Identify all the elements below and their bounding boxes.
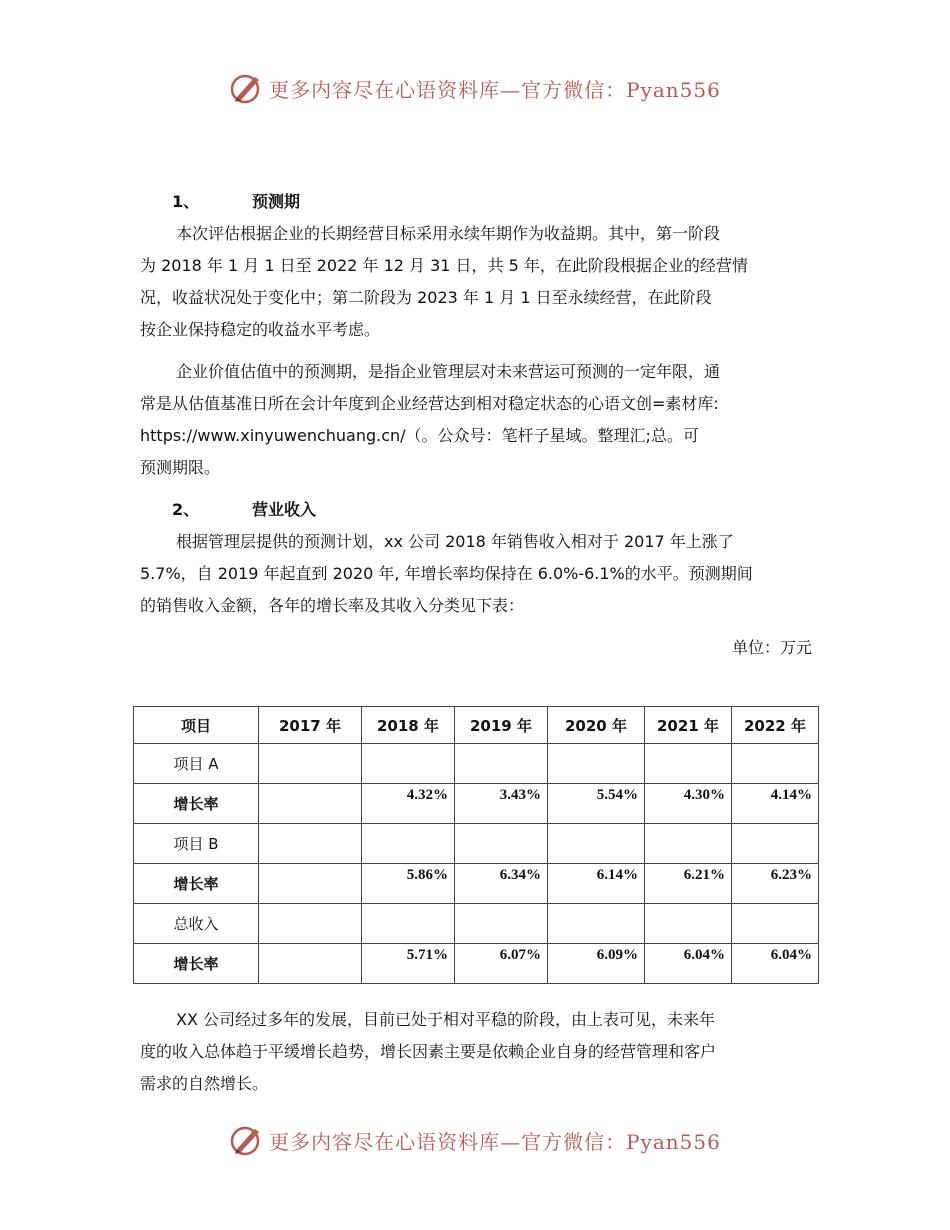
section-2-heading [140,494,820,526]
revenue-table [133,706,819,984]
section-1-paragraph-2 [140,356,820,484]
text-line: 5.7%，自 2019 年起直到 2020 年, 年增长率均保持在 6.0%-6.1%的水平。预测期间 [140,564,753,583]
table-cell: 6.34% [455,864,548,904]
row-label: 总收入 [134,904,259,944]
row-label: 增长率 [134,864,259,904]
table-cell: 5.54% [548,784,645,824]
header-cell: 2022 年 [732,707,819,744]
table-cell [645,904,732,944]
table-cell [259,824,362,864]
banner-text: 更多内容尽在心语资料库—官方微信：Pyan556 [269,77,721,102]
text-line: 度的收入总体趋于平缓增长趋势，增长因素主要是依赖企业自身的经营管理和客户 [140,1042,717,1061]
table-row [134,824,819,864]
row-label: 项目 B [134,824,259,864]
closing-text [140,1004,820,1100]
table-cell: 4.32% [362,784,455,824]
section-2-title: 营业收入 [252,500,317,519]
unit-label: 单位：万元 [731,638,812,657]
table-cell [455,744,548,784]
closing-paragraph [140,1004,820,1110]
table-cell [259,864,362,904]
text-line: 为 2018 年 1 月 1 日至 2022 年 12 月 31 日，共 5 年，在此阶段根据企业的经营情 [140,256,748,275]
table-row [134,744,819,784]
header-cell: 2018 年 [362,707,455,744]
table-cell: 6.23% [732,864,819,904]
row-label: 增长率 [134,784,259,824]
table-cell [259,904,362,944]
header-cell: 2020 年 [548,707,645,744]
section-1-heading [140,186,820,218]
text-line: 本次评估根据企业的长期经营目标采用永续年期作为收益期。其中，第一阶段 [176,224,721,243]
text-line: 况，收益状况处于变化中；第二阶段为 2023 年 1 月 1 日至永续经营，在此阶段 [140,288,712,307]
text-line: 常是从估值基准日所在会计年度到企业经营达到相对稳定状态的心语文创=素材库: [140,394,719,413]
table-cell: 3.43% [455,784,548,824]
table-row [134,944,819,984]
text-line: 需求的自然增长。 [140,1074,269,1093]
text-line: 企业价值估值中的预测期，是指企业管理层对未来营运可预测的一定年限，通 [176,362,721,381]
table-cell [259,744,362,784]
table-cell [362,744,455,784]
pen-logo-icon [229,71,263,105]
table-cell: 4.30% [645,784,732,824]
header-cell: 2017 年 [259,707,362,744]
table-header-row [134,707,819,744]
table-cell [732,824,819,864]
text-line: XX 公司经过多年的发展，目前已处于相对平稳的阶段，由上表可见，未来年 [176,1010,716,1029]
header-cell: 2019 年 [455,707,548,744]
text-line: 按企业保持稳定的收益水平考虑。 [140,320,381,339]
section-2-number: 2、 [172,500,200,519]
pen-logo-icon [229,1123,263,1157]
table-row [134,784,819,824]
table-cell: 6.04% [732,944,819,984]
table-cell: 6.21% [645,864,732,904]
header-cell: 项目 [134,707,259,744]
table-cell [362,904,455,944]
section-1-title: 预测期 [252,192,301,211]
table-cell: 6.09% [548,944,645,984]
table-cell: 6.07% [455,944,548,984]
table-cell [645,744,732,784]
document-body [140,186,820,674]
row-label: 项目 A [134,744,259,784]
table-cell: 6.04% [645,944,732,984]
table-cell: 4.14% [732,784,819,824]
table-cell [362,824,455,864]
text-line: 的销售收入金额，各年的增长率及其收入分类见下表： [140,596,525,615]
table-cell [645,824,732,864]
header-cell: 2021 年 [645,707,732,744]
section-1-number: 1、 [172,192,200,211]
table-cell [455,904,548,944]
header-banner [0,68,950,108]
table-cell [548,904,645,944]
text-line: 根据管理层提供的预测计划，xx 公司 2018 年销售收入相对于 2017 年上涨了 [176,532,734,551]
row-label: 增长率 [134,944,259,984]
table-cell [259,944,362,984]
table-cell [732,744,819,784]
text-line: 预测期限。 [140,458,221,477]
banner-text: 更多内容尽在心语资料库—官方微信：Pyan556 [269,1129,721,1154]
text-line: https://www.xinyuwenchuang.cn/（。公众号：笔杆子星域。整理汇;总。可 [140,426,699,445]
table-row [134,864,819,904]
table-cell [455,824,548,864]
table-cell: 5.86% [362,864,455,904]
footer-banner [0,1120,950,1160]
table-row [134,904,819,944]
table-cell [548,824,645,864]
section-2-paragraph [140,526,820,622]
table-cell: 5.71% [362,944,455,984]
table-cell [259,784,362,824]
section-1-paragraph-1 [140,218,820,346]
table-cell [732,904,819,944]
table-cell: 6.14% [548,864,645,904]
table-cell [548,744,645,784]
